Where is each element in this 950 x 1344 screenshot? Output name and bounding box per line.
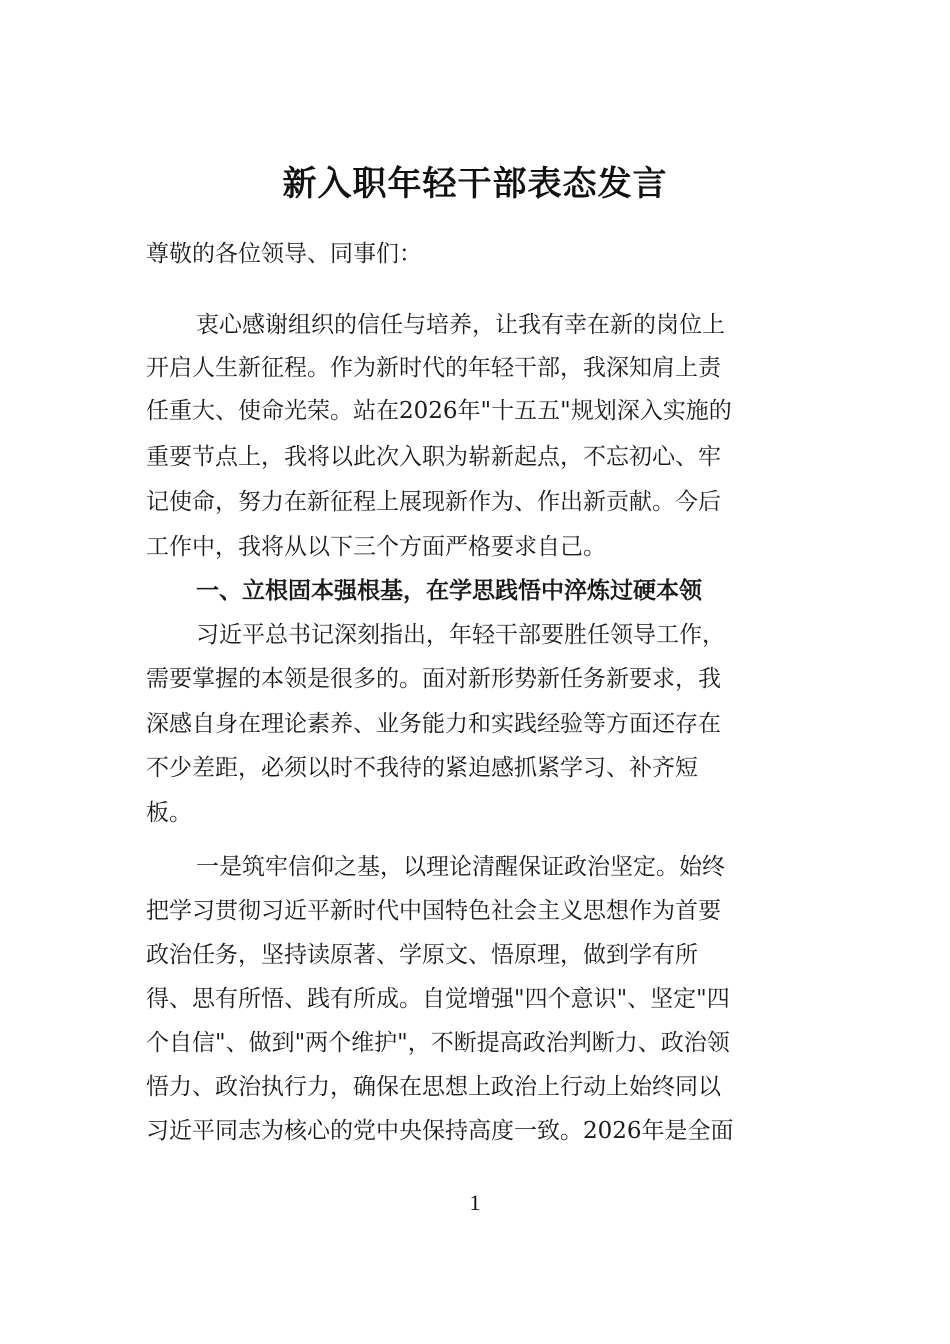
paragraph-line: 需要掌握的本领是很多的。面对新形势新任务新要求，我: [146, 666, 721, 692]
paragraph-line: 衷心感谢组织的信任与培养，让我有幸在新的岗位上: [196, 312, 725, 338]
paragraph-line: 任重大、使命光荣。站在2026年"十五五"规划深入实施的: [146, 398, 732, 424]
document-title: 新入职年轻干部表态发言: [282, 164, 668, 204]
salutation: 尊敬的各位领导、同事们：: [146, 241, 422, 267]
page-number: 1: [469, 1190, 481, 1215]
paragraph-line: 记使命，努力在新征程上展现新作为、作出新贡献。今后: [146, 489, 721, 515]
paragraph-line: 习近平同志为核心的党中央保持高度一致。2026年是全面: [146, 1118, 734, 1144]
paragraph-line: 深感自身在理论素养、业务能力和实践经验等方面还存在: [146, 711, 721, 737]
paragraph-line: 习近平总书记深刻指出，年轻干部要胜任领导工作，: [196, 622, 725, 648]
paragraph-line: 个自信"、做到"两个维护"，不断提高政治判断力、政治领: [146, 1030, 730, 1056]
section-heading: 一、立根固本强根基，在学思践悟中淬炼过硬本领: [196, 578, 702, 604]
paragraph-line: 得、思有所悟、践有所成。自觉增强"四个意识"、坚定"四: [146, 986, 730, 1012]
paragraph-line: 政治任务，坚持读原著、学原文、悟原理，做到学有所: [146, 942, 698, 968]
paragraph-line: 板。: [146, 800, 192, 826]
paragraph-line: 悟力、政治执行力，确保在思想上政治上行动上始终同以: [146, 1074, 721, 1100]
paragraph-line: 不少差距，必须以时不我待的紧迫感抓紧学习、补齐短: [146, 755, 698, 781]
paragraph-line: 把学习贯彻习近平新时代中国特色社会主义思想作为首要: [146, 898, 721, 924]
paragraph-line: 一是筑牢信仰之基，以理论清醒保证政治坚定。始终: [196, 854, 725, 880]
paragraph-line: 开启人生新征程。作为新时代的年轻干部，我深知肩上责: [146, 355, 721, 381]
paragraph-line: 重要节点上，我将以此次入职为崭新起点，不忘初心、牢: [146, 444, 721, 470]
paragraph-line: 工作中，我将从以下三个方面严格要求自己。: [146, 534, 606, 560]
